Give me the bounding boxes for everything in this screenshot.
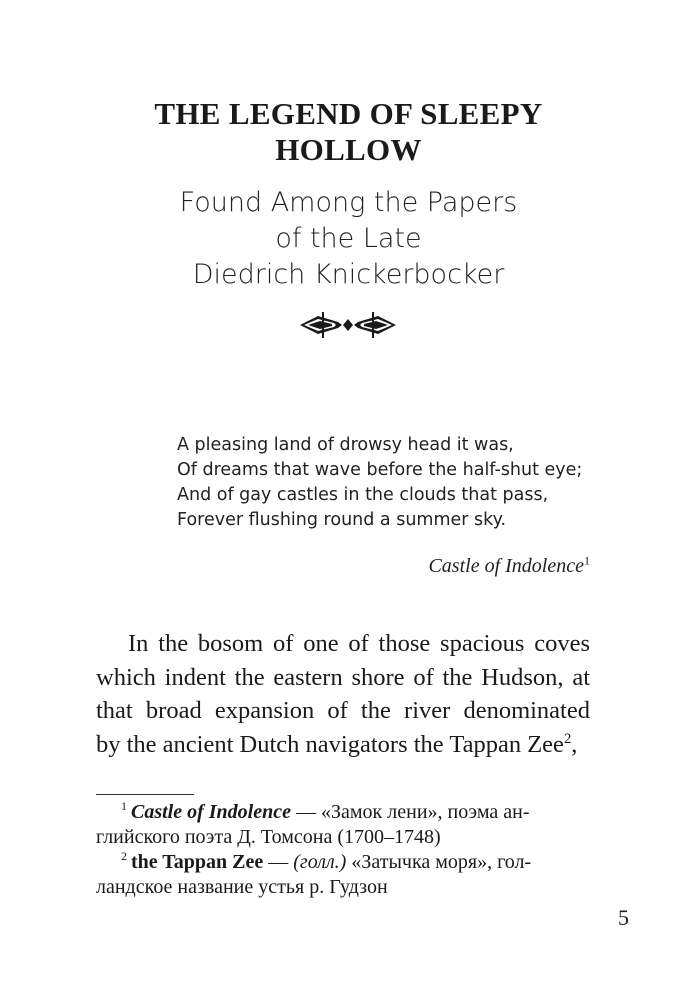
footnote-text: — «Замок лени», поэма ан- bbox=[291, 801, 530, 823]
epigraph-attribution bbox=[428, 555, 590, 578]
footnote-text: «Затычка моря», гол- bbox=[346, 851, 532, 873]
subtitle-line-1: Found Among the Papers bbox=[179, 187, 518, 218]
body-line: which indent the eastern shore of the Hudson, at bbox=[96, 663, 590, 691]
page-number: 5 bbox=[618, 905, 629, 930]
footnote-2 bbox=[96, 850, 589, 875]
footnote-1-continued: глийского поэта Д. Томсона (1700–1748) bbox=[96, 826, 441, 848]
poem-line: Forever flushing round a summer sky. bbox=[177, 510, 507, 530]
footnote-term: the Tappan Zee bbox=[131, 851, 264, 873]
body-paragraph bbox=[96, 627, 590, 761]
body-line: that broad expansion of the river denominated bbox=[96, 697, 590, 724]
chapter-subtitle bbox=[0, 185, 697, 293]
subtitle-line-3: Diedrich Knickerbocker bbox=[192, 259, 505, 290]
footnote-abbreviation: (голл.) bbox=[293, 851, 347, 873]
footnote-dash: — bbox=[263, 851, 294, 873]
body-line: In the bosom of one of those spacious coves bbox=[128, 630, 590, 657]
epigraph-poem bbox=[177, 433, 582, 533]
footnote-ref-1[interactable]: 1 bbox=[584, 553, 590, 568]
footnote-number: 1 bbox=[121, 799, 127, 814]
footnote-divider bbox=[96, 794, 194, 795]
footnote-ref-2[interactable]: 2 bbox=[563, 730, 572, 747]
chapter-title bbox=[0, 96, 697, 168]
chapter-title-line-2: HOLLOW bbox=[275, 132, 422, 167]
footnote-1 bbox=[96, 800, 589, 825]
chapter-title-line-1: THE LEGEND OF SLEEPY bbox=[154, 96, 543, 131]
footnote-2-continued: ландское название устья р. Гудзон bbox=[96, 876, 388, 898]
body-line-text: by the ancient Dutch navigators the Tappan Zee bbox=[96, 730, 564, 758]
body-line bbox=[96, 728, 590, 762]
body-line-punct: , bbox=[571, 730, 578, 758]
footnotes bbox=[96, 800, 589, 900]
footnote-number: 2 bbox=[121, 849, 127, 864]
fleuron-ornament-icon bbox=[298, 311, 398, 339]
subtitle-line-2: of the Late bbox=[275, 223, 422, 254]
poem-line: A pleasing land of drowsy head it was, bbox=[177, 435, 514, 455]
poem-line: And of gay castles in the clouds that pass, bbox=[177, 485, 549, 505]
attribution-source: Castle of Indolence bbox=[428, 555, 584, 577]
footnote-term: Castle of Indolence bbox=[131, 801, 291, 823]
poem-line: Of dreams that wave before the half-shut eye; bbox=[177, 460, 583, 480]
